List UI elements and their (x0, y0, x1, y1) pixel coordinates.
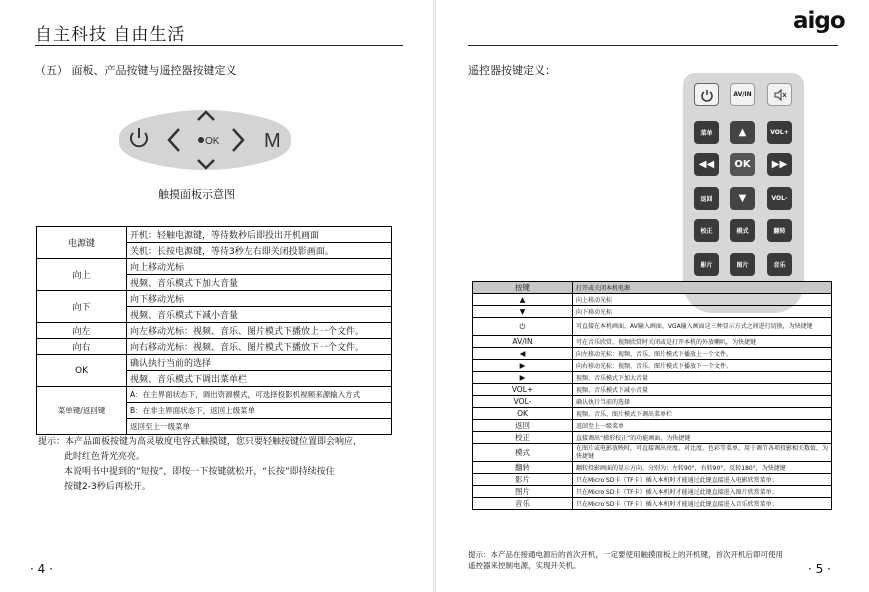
table-row (37, 355, 392, 371)
header-rule (468, 45, 838, 46)
table-row (37, 259, 392, 275)
touch-panel-diagram (115, 100, 295, 180)
header-desc-cell: 打开或关闭本机电源 (573, 282, 832, 294)
desc-cell: 向左移动光标：视频、音乐、图片模式下播放上一个文件。 (573, 348, 832, 360)
header-key-cell: 按键 (473, 282, 573, 294)
desc-cell: 向上移动光标 (573, 294, 832, 306)
table-row (473, 432, 832, 444)
table-row (37, 291, 392, 307)
table-row (37, 387, 392, 403)
key-cell: 向左 (37, 323, 127, 339)
table-row (37, 227, 392, 243)
key-cell: 音乐 (473, 498, 573, 510)
tip-line: 提示：本产品面板按键为高灵敏度电容式触摸键，您只要轻触按键位置即会响应， (38, 437, 363, 447)
desc-cell: 确认执行当前的选择 (127, 355, 392, 371)
remote-music-button[interactable]: 音乐 (767, 253, 792, 276)
desc-cell: 只在Micro SD卡（TF卡）插入本机时才能通过此键直接进入图片欣赏菜单； (573, 486, 832, 498)
remote-flip-button[interactable]: 翻转 (767, 219, 792, 242)
desc-cell: 向下移动光标 (127, 291, 392, 307)
panel-key-table (36, 226, 392, 435)
remote-back-button[interactable]: 返回 (694, 187, 719, 210)
key-cell: VOL- (473, 396, 573, 408)
desc-cell: 返回至上一级菜单 (127, 419, 392, 435)
desc-cell: 在图片或电影放映时，可直接调出亮度、对比度、色彩等菜单，用于调节各项投影相关数值，为快捷键 (573, 444, 832, 462)
desc-cell: 可在音乐欣赏、视频欣赏时关闭或是打开本机的外放喇叭，为快捷键 (573, 336, 832, 348)
desc-cell: 只在Micro SD卡（TF卡）插入本机时才能通过此键直接进入音乐欣赏菜单； (573, 498, 832, 510)
triangle-down-icon: ▼ (738, 193, 747, 204)
key-cell: 向下 (37, 291, 127, 323)
page-number: · 5 · (808, 562, 831, 576)
key-cell: 返回 (473, 420, 573, 432)
table-row (473, 372, 832, 384)
table-row (473, 294, 832, 306)
remote-vol-minus-button[interactable]: VOL- (767, 187, 792, 210)
left-page (0, 0, 433, 592)
remote-menu-button[interactable]: 菜单 (694, 121, 719, 144)
key-cell: 翻转 (473, 462, 573, 474)
desc-cell: 直接调出“梯形校正”的功能画面，为快捷键 (573, 432, 832, 444)
remote-vol-plus-button[interactable]: VOL+ (767, 121, 792, 144)
right-page (436, 0, 869, 592)
key-cell: OK (473, 408, 573, 420)
desc-cell: A：在主界面状态下，调出资源模式，可选择投影机视频来源输入方式 (127, 387, 392, 403)
panel-caption: 触摸面板示意图 (158, 188, 235, 201)
aigo-logo: aigo (793, 8, 845, 34)
power-icon (700, 88, 714, 102)
panel-m-label: M (264, 130, 281, 152)
key-cell: AV/IN (473, 336, 573, 348)
key-cell: ▶ (473, 372, 573, 384)
page-number: · 4 · (30, 562, 53, 576)
desc-cell: B：在非主界面状态下，返回上级菜单 (127, 403, 392, 419)
remote-title: 遥控器按键定义： (468, 64, 556, 77)
desc-cell: 视频、音乐模式下加大音量 (127, 275, 392, 291)
remote-ok-button[interactable]: OK (730, 153, 755, 176)
desc-cell: 可直接在本机画面、AV输入画面、VGA输入画面这三种显示方式之间进行切换，为快捷键 (573, 318, 832, 336)
key-cell: ◀ (473, 348, 573, 360)
key-cell: ▶ (473, 360, 573, 372)
remote-picture-button[interactable]: 图片 (730, 253, 755, 276)
desc-cell: 视频、音乐模式下减小音量 (573, 384, 832, 396)
rewind-icon: ◀◀ (698, 159, 715, 170)
key-cell: 电源键 (37, 227, 127, 259)
table-row (473, 498, 832, 510)
table-row (473, 408, 832, 420)
desc-cell: 翻转投影画面的显示方向，分别为：左转90°，右转90°，反转180°，为快捷键 (573, 462, 832, 474)
table-row (37, 339, 392, 355)
key-cell: ⏻ (473, 318, 573, 336)
tip-line: 遥控器来控制电源，实现开关机。 (468, 561, 581, 570)
table-row (473, 360, 832, 372)
key-cell: 模式 (473, 444, 573, 462)
remote-right-button[interactable] (767, 153, 792, 176)
remote-key-table (472, 281, 832, 510)
header-rule (35, 45, 403, 46)
table-row (473, 318, 832, 336)
desc-cell: 向右移动光标：视频、音乐、图片模式下播放下一个文件。 (127, 339, 392, 355)
desc-cell: 向下移动光标 (573, 306, 832, 318)
table-header-row (473, 282, 832, 294)
key-cell: 向上 (37, 259, 127, 291)
remote-av-button[interactable]: AV/IN (730, 83, 755, 106)
key-cell: OK (37, 355, 127, 387)
desc-cell: 确认执行当前的选择 (573, 396, 832, 408)
tip-line: 本说明书中提到的“短按”，即按一下按键就松开，“长按”即持续按住 (64, 467, 335, 477)
remote-correct-button[interactable]: 校正 (694, 219, 719, 242)
desc-cell: 向右移动光标：视频、音乐、图片模式下播放下一个文件。 (573, 360, 832, 372)
key-cell: 影片 (473, 474, 573, 486)
table-row (473, 420, 832, 432)
table-row (473, 384, 832, 396)
fast-forward-icon: ▶▶ (771, 159, 788, 170)
key-cell: 校正 (473, 432, 573, 444)
section-title: （五） 面板、产品按键与遥控器按键定义 (35, 64, 237, 77)
remote-movie-button[interactable]: 影片 (694, 253, 719, 276)
table-row (473, 444, 832, 462)
key-cell: 图片 (473, 486, 573, 498)
table-row (473, 306, 832, 318)
key-cell: ▲ (473, 294, 573, 306)
desc-cell: 关机：长按电源键，等待3秒左右即关闭投影画面。 (127, 243, 392, 259)
table-row (37, 323, 392, 339)
table-row (473, 396, 832, 408)
remote-mode-button[interactable]: 模式 (730, 219, 755, 242)
remote-power-button[interactable] (694, 83, 719, 106)
desc-cell: 视频、音乐模式下调出菜单栏 (127, 371, 392, 387)
mute-icon (773, 88, 787, 102)
key-cell: 菜单键/返回键 (37, 387, 127, 435)
desc-cell: 向上移动光标 (127, 259, 392, 275)
table-row (473, 486, 832, 498)
panel-tip (38, 435, 398, 495)
desc-cell: 向左移动光标：视频、音乐、图片模式下播放上一个文件。 (127, 323, 392, 339)
desc-cell: 开机：轻触电源键，等待数秒后即投出开机画面 (127, 227, 392, 243)
remote-tip (468, 549, 838, 571)
table-row (473, 348, 832, 360)
key-cell: VOL+ (473, 384, 573, 396)
remote-down-button[interactable] (730, 187, 755, 210)
slogan: 自主科技 自由生活 (35, 25, 186, 45)
ok-dot (198, 137, 204, 143)
remote-control (683, 73, 804, 313)
tip-line: 按键2-3秒后再松开。 (64, 482, 151, 492)
desc-cell: 视频、音乐模式下加大音量 (573, 372, 832, 384)
remote-up-button[interactable] (730, 121, 755, 144)
key-cell: 向右 (37, 339, 127, 355)
table-row (473, 336, 832, 348)
desc-cell: 视频、音乐、图片模式下调出菜单栏 (573, 408, 832, 420)
desc-cell: 返回至上一级菜单 (573, 420, 832, 432)
remote-mute-button[interactable] (767, 83, 792, 106)
remote-left-button[interactable] (694, 153, 719, 176)
table-row (473, 462, 832, 474)
triangle-up-icon: ▲ (738, 127, 747, 138)
desc-cell: 视频、音乐模式下减小音量 (127, 307, 392, 323)
desc-cell: 只在Micro SD卡（TF卡）插入本机时才能通过此键直接进入电影欣赏菜单； (573, 474, 832, 486)
tip-line: 提示：本产品在接通电源后的首次开机，一定要使用触摸面板上的开机键，首次开机后即可使用 (468, 550, 783, 559)
panel-ok-label: OK (205, 136, 220, 147)
key-cell: ▼ (473, 306, 573, 318)
tip-line: 此时红色背光亮亮。 (64, 452, 146, 462)
table-row (473, 474, 832, 486)
